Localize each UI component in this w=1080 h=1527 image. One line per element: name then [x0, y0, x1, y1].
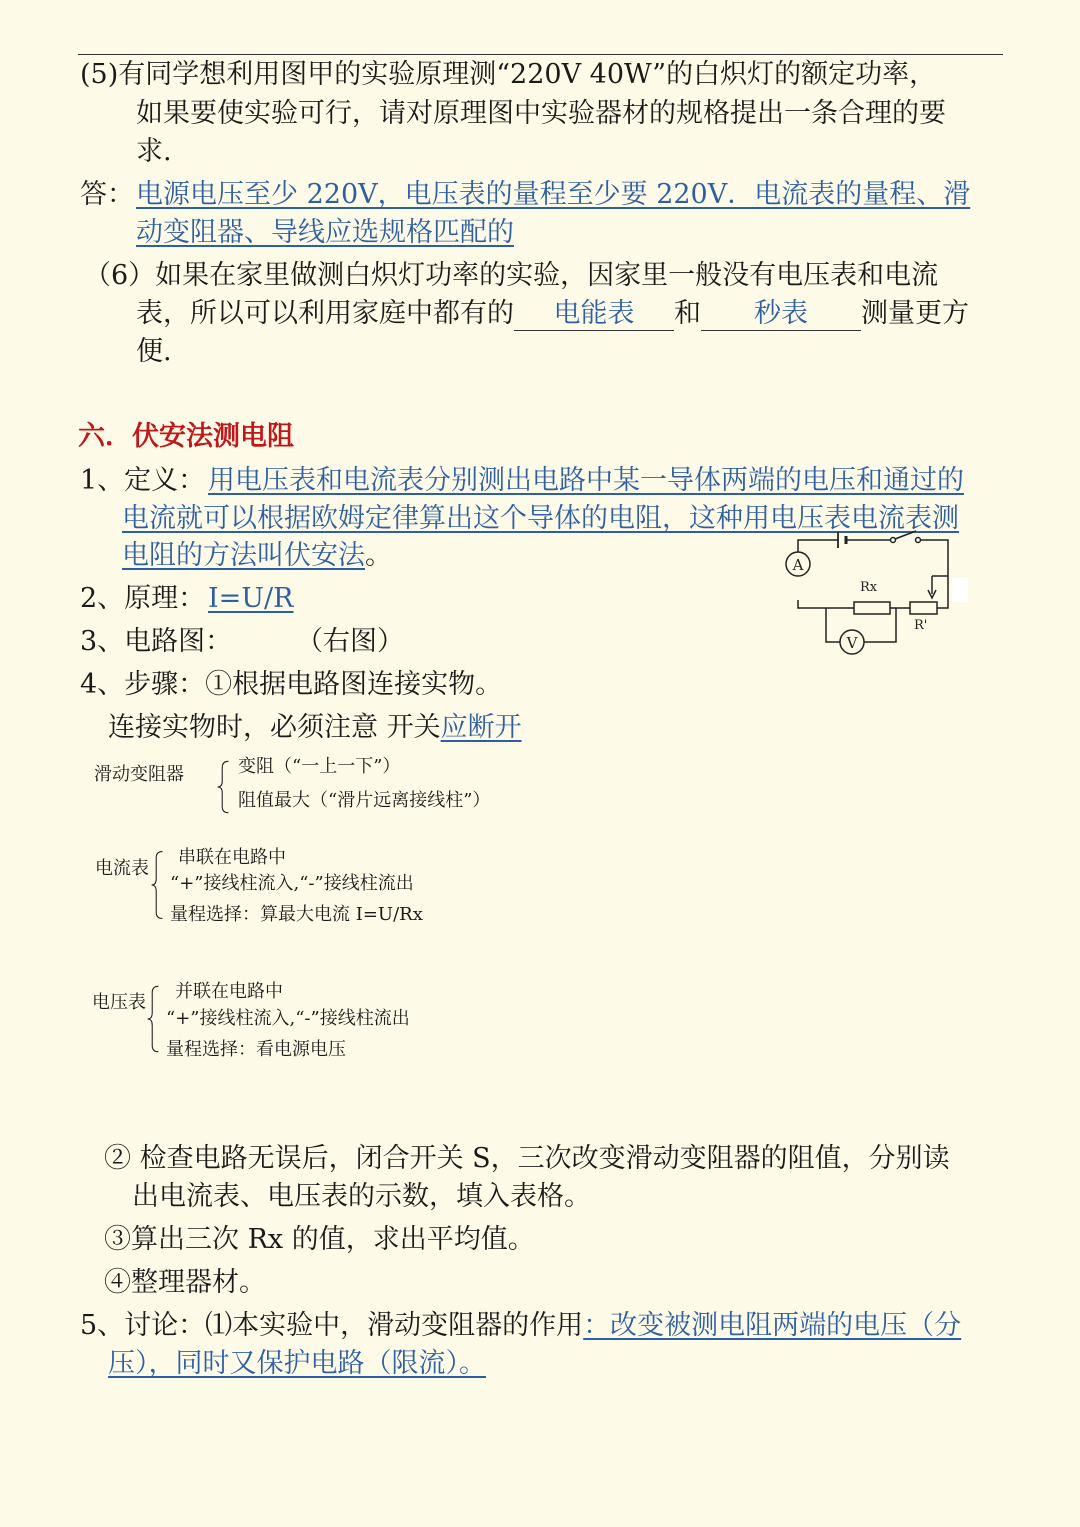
discussion-answer-2: 压），同时又保护电路（限流）。: [108, 1348, 486, 1379]
step-2-line-1: ② 检查电路无误后，闭合开关 S，三次改变滑动变阻器的阻值，分别读: [104, 1143, 950, 1174]
rheostat-label: 滑动变阻器: [94, 764, 184, 785]
q6-blank-1: 电能表: [514, 298, 674, 331]
ammeter-label: 电流表: [95, 858, 149, 879]
q5-line-3: 求.: [136, 136, 172, 167]
circuit-diagram: [780, 528, 970, 660]
q5-line-1: (5)有同学想利用图甲的实验原理测“220V 40W”的白炽灯的额定功率，: [80, 59, 937, 90]
section-heading: 六．伏安法测电阻: [78, 421, 294, 452]
connect-line: [108, 709, 522, 747]
voltmeter-label: 电压表: [92, 992, 146, 1013]
q6-line-2-text-a: 表，所以可以利用家庭中都有的: [136, 298, 514, 329]
step-3: ③算出三次 Rx 的值，求出平均值。: [104, 1224, 535, 1255]
voltmeter-brace-icon: [146, 975, 160, 1063]
diagram-white-patch: [952, 578, 968, 602]
ammeter-brace-icon: [150, 840, 164, 930]
discussion-answer-1: ：改变被测电阻两端的电压（分: [583, 1310, 962, 1341]
definition-line-2: 电流就可以根据欧姆定律算出这个导体的电阻，这种用电压表电流表测: [122, 503, 959, 534]
ammeter-item-3: 量程选择：算最大电流 I=U/Rx: [170, 904, 423, 925]
rheostat-item-1: 变阻（“一上一下”）: [238, 756, 401, 777]
q6-line-3: 便.: [136, 336, 172, 367]
q5-answer-line-1: 电源电压至少 220V，电压表的量程至少要 220V．电流表的量程、滑: [136, 179, 971, 210]
ammeter-symbol: A: [792, 556, 804, 574]
circuit-label: 3、电路图：: [80, 626, 233, 657]
voltmeter-item-1: 并联在电路中: [175, 981, 283, 1002]
q5-answer-line-2: 动变阻器、导线应选规格匹配的: [136, 217, 514, 248]
q5-answer-prefix: 答：: [80, 179, 134, 210]
q6-line-2-text-b: 和: [674, 298, 701, 329]
q6-line-2: [136, 295, 969, 333]
definition-prefix: 1、定义：: [80, 465, 206, 496]
q6-line-2-text-c: 测量更方: [861, 298, 969, 329]
voltmeter-item-3: 量程选择：看电源电压: [166, 1039, 346, 1060]
step-4: ④整理器材。: [104, 1267, 266, 1298]
ammeter-item-2: “+”接线柱流入,“-”接线柱流出: [170, 873, 414, 894]
definition-line-3-text: 电阻的方法叫伏安法: [122, 540, 365, 571]
definition-line-1: 用电压表和电流表分别测出电路中某一导体两端的电压和通过的: [208, 465, 964, 496]
steps-line: 4、步骤：①根据电路图连接实物。: [80, 669, 503, 700]
q5-line-2: 如果要使实验可行，请对原理图中实验器材的规格提出一条合理的要: [136, 98, 946, 129]
circuit-note: （右图）: [296, 626, 404, 657]
definition-line-3: [122, 537, 392, 575]
q6-line-1: （6）如果在家里做测白炽灯功率的实验，因家里一般没有电压表和电流: [84, 260, 939, 291]
q6-blank-2: 秒表: [701, 298, 861, 331]
connect-prefix: 连接实物时，必须注意 开关: [108, 712, 441, 743]
step-2-line-2: 出电流表、电压表的示数，填入表格。: [132, 1181, 591, 1212]
rheostat-brace-icon: [216, 752, 230, 822]
discussion-prefix: 5、讨论：⑴本实验中，滑动变阻器的作用: [80, 1310, 584, 1341]
definition-end: 。: [365, 540, 392, 571]
voltmeter-symbol: V: [846, 634, 858, 652]
resistor-label: Rx: [860, 580, 878, 595]
voltmeter-item-2: “+”接线柱流入,“-”接线柱流出: [166, 1008, 410, 1029]
rheostat-item-2: 阻值最大（“滑片远离接线柱”）: [238, 790, 491, 811]
connect-value: 应断开: [440, 712, 522, 743]
top-rule: [78, 54, 1003, 55]
principle-formula: I=U/R: [208, 583, 294, 614]
ammeter-item-1: 串联在电路中: [178, 847, 286, 868]
principle-prefix: 2、原理：: [80, 583, 206, 614]
rheostat-label: R': [914, 618, 928, 633]
discussion-line-1: [80, 1307, 961, 1345]
